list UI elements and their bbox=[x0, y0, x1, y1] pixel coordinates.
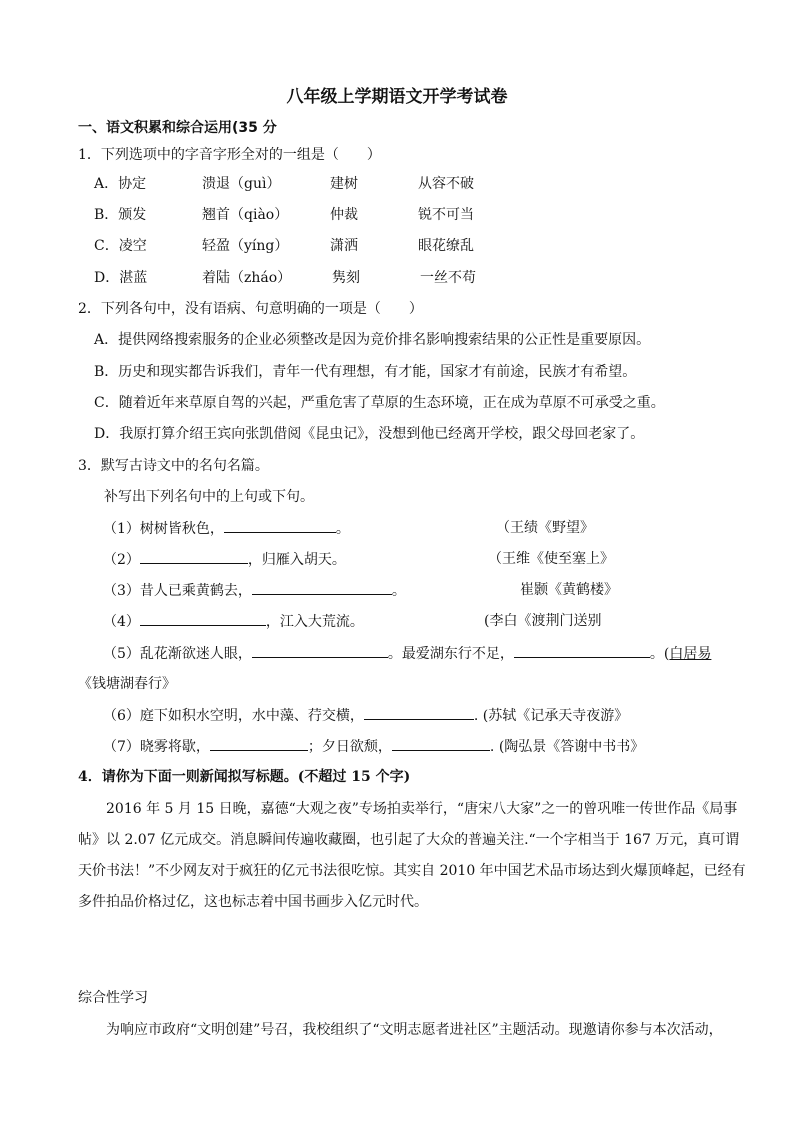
poem-text: ，归雁入胡天。 bbox=[247, 552, 346, 568]
poem-text: 。 bbox=[391, 583, 406, 599]
question-2-stem: 2．下列各句中，没有语病、句意明确的一项是（ ） bbox=[78, 301, 423, 317]
poem-text: （5）乱花渐欲迷人眼， bbox=[103, 646, 252, 662]
poem-text: （2） bbox=[103, 552, 140, 568]
poem-text: （3）昔人已乘黄鹤去， bbox=[103, 583, 252, 599]
option-c: C．随着近年来草原自驾的兴起，严重危害了草原的生态环境，正在成为草原不可承受之重。 bbox=[94, 395, 665, 411]
question-1-stem: 1．下列选项中的字音字形全对的一组是（ ） bbox=[78, 147, 381, 163]
news-passage: 2016 年 5 月 15 日晚，嘉德“大观之夜”专场拍卖举行，“唐宋八大家”之一的曾巩唯一传世作品《局事帖》以 2.07 亿元成交。消息瞬间传遍收藏圈，也引起了大众的普遍关注.“一个字相当于 167 万元，真可谓天价书法！”不少网友对于疯狂的亿元书法很吃惊。其实自 2010 年中国艺术品市场达到火爆顶峰起，已经有多件拍品价格过亿，这也标志着中国书画步入亿元时代。 bbox=[78, 801, 746, 910]
poem-source: 崔颢《黄鹤楼》 bbox=[520, 582, 618, 598]
poem-text: . (陶弘景《答谢中书书》 bbox=[489, 739, 645, 755]
answer-blank[interactable] bbox=[392, 736, 490, 751]
option-d: D．我原打算介绍王宾向张凯借阅《昆虫记》，没想到他已经离开学校，跟父母回老家了。 bbox=[94, 426, 645, 442]
answer-blank[interactable] bbox=[224, 518, 336, 533]
option-word: 仲裁 bbox=[330, 207, 358, 223]
poem-text: （6）庭下如积水空明，水中藻、荇交横， bbox=[103, 708, 364, 724]
poem-text: （1）树树皆秋色， bbox=[103, 521, 224, 537]
poem-text: （4） bbox=[103, 614, 140, 630]
option-word: 溃退（guì） bbox=[202, 176, 281, 192]
option-word: 一丝不苟 bbox=[420, 270, 476, 286]
poem-source: (李白《渡荆门送别 bbox=[484, 613, 602, 629]
option-word: 眼花缭乱 bbox=[418, 238, 474, 254]
poem-source: （王维《使至塞上》 bbox=[488, 551, 614, 567]
option-word: 翘首（qiào） bbox=[202, 207, 289, 223]
answer-blank[interactable] bbox=[514, 643, 650, 658]
option-label: A．协定 bbox=[94, 176, 147, 192]
answer-blank[interactable] bbox=[210, 736, 308, 751]
answer-blank[interactable] bbox=[364, 705, 474, 720]
section-heading: 一、语文积累和综合运用(35 分 bbox=[78, 120, 277, 136]
question-3-instruction: 补写出下列名句中的上句或下句。 bbox=[104, 489, 314, 505]
option-word: 隽刻 bbox=[332, 270, 360, 286]
poem-line-4 bbox=[103, 611, 364, 632]
poem-text: 。最爱湖东行不足， bbox=[387, 646, 514, 662]
poem-line-1 bbox=[103, 518, 350, 539]
option-label: D．湛蓝 bbox=[94, 270, 148, 286]
poem-text: . (苏轼《记承天寺夜游》 bbox=[473, 708, 629, 724]
poem-line-2 bbox=[103, 549, 346, 570]
option-word: 着陆（zháo） bbox=[202, 270, 292, 286]
option-label: C．凌空 bbox=[94, 238, 147, 254]
option-label: B．颁发 bbox=[94, 207, 147, 223]
comprehensive-heading: 综合性学习 bbox=[78, 990, 148, 1006]
option-word: 潇洒 bbox=[330, 238, 358, 254]
question-3-stem: 3．默写古诗文中的名句名篇。 bbox=[78, 458, 269, 474]
poem-line-3 bbox=[103, 580, 406, 601]
option-word: 建树 bbox=[330, 176, 358, 192]
option-b: B．历史和现实都告诉我们，青年一代有理想，有才能，国家才有前途，民族才有希望。 bbox=[94, 364, 637, 380]
poem-text: ，江入大荒流。 bbox=[265, 614, 364, 630]
question-4-stem: 4．请你为下面一则新闻拟写标题。(不超过 15 个字) bbox=[78, 769, 411, 785]
poem-line-7 bbox=[103, 736, 644, 757]
answer-blank[interactable] bbox=[252, 580, 392, 595]
answer-blank[interactable] bbox=[140, 611, 266, 626]
poem-line-5 bbox=[103, 643, 711, 664]
poem-text: （7）晓雾将歇， bbox=[103, 739, 210, 755]
option-a: A．提供网络搜索服务的企业必须整改是因为竞价排名影响搜索结果的公正性是重要原因。 bbox=[94, 332, 651, 348]
poem-source: 白居易 bbox=[669, 646, 712, 662]
option-word: 从容不破 bbox=[418, 176, 474, 192]
option-word: 轻盈（yíng） bbox=[202, 238, 289, 254]
poem-text: 。 bbox=[335, 521, 350, 537]
option-word: 锐不可当 bbox=[418, 207, 474, 223]
poem-text: ；夕日欲颓， bbox=[307, 739, 392, 755]
answer-blank[interactable] bbox=[252, 643, 388, 658]
poem-source: （王绩《野望》 bbox=[496, 520, 594, 536]
poem-source-cont: 《钱塘湖春行》 bbox=[78, 676, 176, 692]
poem-text: 。( bbox=[649, 646, 670, 662]
comprehensive-intro: 为响应市政府“文明创建”号召，我校组织了“文明志愿者进社区”主题活动。现邀请你参与本次活动， bbox=[106, 1022, 723, 1038]
poem-line-6 bbox=[103, 705, 628, 726]
page-title: 八年级上学期语文开学考试卷 bbox=[286, 87, 508, 107]
answer-blank[interactable] bbox=[140, 549, 248, 564]
